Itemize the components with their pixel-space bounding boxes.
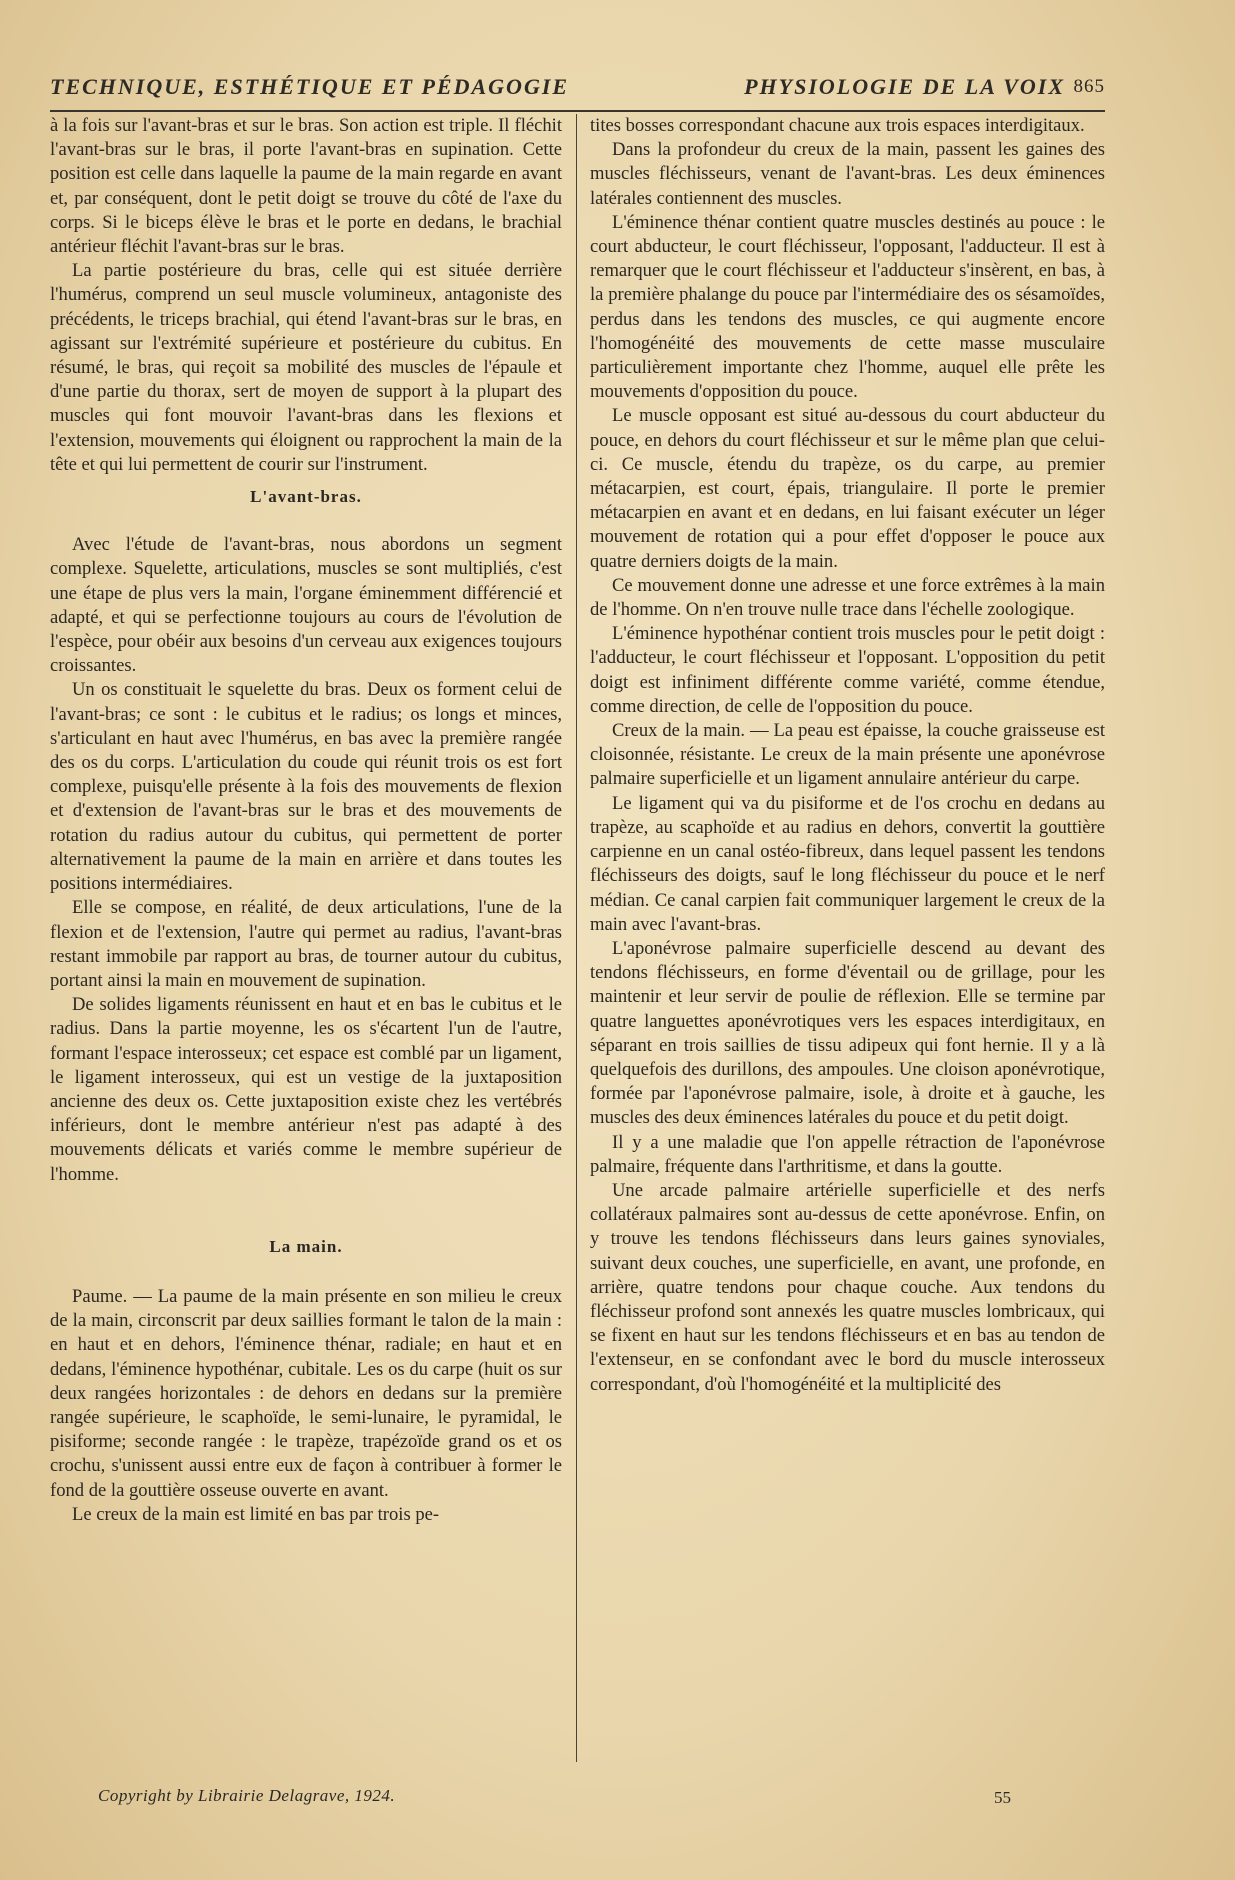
header-left-title: TECHNIQUE, ESTHÉTIQUE ET PÉDAGOGIE [50, 74, 570, 99]
page-number: 865 [1073, 76, 1105, 97]
section-title-avant-bras: L'avant-bras. [250, 487, 362, 507]
paragraph: Ce mouvement donne une adresse et une force extrêmes à la main de l'homme. On n'en trouve nulle trace dans l'échelle zoologique. [590, 574, 1105, 621]
copyright-footer: Copyright by Librairie Delagrave, 1924. [98, 1786, 396, 1805]
paragraph: Le ligament qui va du pisiforme et de l'os crochu en dedans au trapèze, au scaphoïde et au radius en dehors, convertit la gouttière carpienne en un canal ostéo-fibreux, dans lequel passent les tendons fléchisseurs des doigts, sauf le long fléchisseur du pouce et le nerf médian. Ce canal carpien fait communiquer largement le creux de la main avec l'avant-bras. [590, 792, 1105, 935]
column-divider [576, 114, 577, 1762]
paragraph: tites bosses correspondant chacune aux trois espaces interdigitaux. [590, 115, 1085, 136]
paragraph: Il y a une maladie que l'on appelle rétraction de l'aponévrose palmaire, fréquente dans l'arthritisme, et dans la goutte. [590, 1131, 1105, 1177]
paragraph: Une arcade palmaire artérielle superficielle et des nerfs collatéraux palmaires sont au-dessus de cette aponévrose. Enfin, on y trouve les tendons fléchisseurs dans leurs gaines synoviales, suivant deux couches, une superficielle, en avant, une profonde, en arrière, quatre tendons pour chaque couche. Aux tendons du fléchisseur profond sont annexés les quatre muscles lombricaux, qui se fixent en haut sur les tendons fléchisseurs et en bas au tendon de l'extenseur, en se confondant avec le bord du muscle interosseux correspondant, d'où l'homogénéité et la multiplicité des [590, 1179, 1105, 1395]
paragraph: Dans la profondeur du creux de la main, passent les gaines des muscles fléchisseurs, venant de l'avant-bras. Les deux éminences latérales contiennent des muscles. [590, 139, 1105, 209]
paragraph: Creux de la main. — La peau est épaisse, la couche graisseuse est cloisonnée, résistante. Le creux de la main présente une aponévrose palmaire superficielle et un ligament annulaire antérieur du carpe. [590, 720, 1105, 790]
left-column [50, 114, 562, 1764]
paragraph: L'aponévrose palmaire superficielle descend au devant des tendons fléchisseurs, en forme d'éventail ou de grillage, pour les maintenir et leur servir de poulie de réflexion. Elle se termine par quatre languettes aponévrotiques vers les espaces interdigitaux, en séparant en trois saillies de tissu adipeux qui font hernie. Il y a là quelquefois des durillons, des ampoules. Une cloison aponévrotique, formée par l'aponévrose palmaire, isole, à droite et à gauche, les muscles des deux éminences latérales du pouce et du petit doigt. [590, 937, 1105, 1129]
paragraph: Un os constituait le squelette du bras. Deux os forment celui de l'avant-bras; ce sont : le cubitus et le radius; os longs et minces, s'articulant en haut avec l'humérus, en bas avec la première rangée des os du corps. L'articulation du coude qui réunit trois os est fort complexe, puisqu'elle présente à la fois des mouvements de flexion et d'extension de l'avant-bras sur le bras et des mouvements de rotation du radius autour du cubitus, qui permettent de porter alternativement la paume de la main en arrière et dans toutes les positions intermédiaires. [50, 679, 562, 895]
header-rule [50, 110, 1105, 112]
paragraph: De solides ligaments réunissent en haut et en bas le cubitus et le radius. Dans la partie moyenne, les os s'écartent l'un de l'autre, formant l'espace interosseux; cet espace est comblé par un ligament, le ligament interosseux, qui est un vestige de la juxtaposition ancienne des deux os. Cette juxtaposition existe chez les vertébrés inférieurs, dont le membre antérieur n'est pas adapté à des mouvements délicats et variés comme le membre supérieur de l'homme. [50, 994, 562, 1185]
paragraph: La partie postérieure du bras, celle qui est située derrière l'humérus, comprend un seul muscle volumineux, antagoniste des précédents, le triceps brachial, qui étend l'avant-bras sur le bras, en agissant sur l'extrémité supérieure et postérieure du cubitus. En résumé, le bras, qui reçoit sa mobilité des muscles de l'épaule et d'une partie du thorax, sert de moyen de support à la plupart des muscles qui font mouvoir l'avant-bras dans les flexions et l'extension, mouvements qui éloignent ou rapprochent la main de la tête et qui lui permettent de courir sur l'instrument. [50, 260, 562, 475]
paragraph: Le muscle opposant est situé au-dessous du court abducteur du pouce, en dehors du court fléchisseur et sur le même plan que celui-ci. Ce muscle, étendu du trapèze, os du carpe, au premier métacarpien, est court, épais, triangulaire. Il porte le premier métacarpien en avant et en dedans, en lui faisant exécuter un léger mouvement de rotation qui a pour effet d'opposer le pouce aux quatre derniers doigts de la main. [590, 405, 1105, 572]
footer-number: 55 [994, 1788, 1011, 1807]
paragraph: Le creux de la main est limité en bas par trois pe- [72, 1503, 440, 1525]
right-column [590, 114, 1105, 1764]
header-right-title: PHYSIOLOGIE DE LA VOIX [744, 74, 1065, 99]
paragraph: à la fois sur l'avant-bras et sur le bras. Son action est triple. Il fléchit l'avant-bras sur le bras, il porte l'avant-bras en supination. Cette position est celle dans laquelle la paume de la main regarde en avant et, par conséquent, dont le petit doigt se trouve du côté de l'axe du corps. Si le biceps élève le bras et le porte en dedans, le brachial antérieur fléchit l'avant-bras sur le bras. [50, 115, 562, 258]
running-header [50, 74, 1105, 108]
paragraph: L'éminence hypothénar contient trois muscles pour le petit doigt : l'adducteur, le court fléchisseur et l'opposant. L'opposition du petit doigt est infiniment différente comme variété, comme étendue, comme direction, de celle de l'opposition du pouce. [590, 623, 1105, 717]
paragraph: L'éminence thénar contient quatre muscles destinés au pouce : le court abducteur, le court fléchisseur, l'opposant, l'adducteur. Il est à remarquer que le court fléchisseur et l'adducteur s'insèrent, en bas, à la première phalange du pouce par l'intermédiaire des os sésamoïdes, perdus dans les tendons des muscles, ce qui augmente encore l'homogénéité des mouvements de cette masse musculaire particulièrement importante chez l'homme, auquel elle prête les mouvements d'opposition du pouce. [590, 211, 1105, 403]
paragraph: Elle se compose, en réalité, de deux articulations, l'une de la flexion et de l'extension, l'autre qui permet au radius, l'avant-bras restant immobile par rapport au bras, de tourner autour du cubitus, portant ainsi la main en mouvement de supination. [50, 897, 562, 991]
paragraph: Paume. — La paume de la main présente en son milieu le creux de la main, circonscrit par deux saillies formant le talon de la main : en haut et en dehors, l'éminence thénar, radiale; en haut et en dedans, l'éminence hypothénar, cubitale. Les os du carpe (huit os sur deux rangées horizontales : de dehors en dedans sur la première rangée supérieure, le scaphoïde, le semi-lunaire, le pyramidal, le pisiforme; seconde rangée : le trapèze, trapézoïde grand os et os crochu, s'unissent aussi entre eux de façon à contribuer à former le fond de la gouttière osseuse ouverte en avant. [50, 1285, 562, 1501]
paragraph: Avec l'étude de l'avant-bras, nous abordons un segment complexe. Squelette, articulations, muscles se sont multipliés, c'est une étape de plus vers la main, l'organe éminemment différencié et adapté, et qui se perfectionne toujours au cours de l'évolution de l'espèce, pour obéir aux besoins d'un cerveau aux exigences toujours croissantes. [50, 534, 562, 677]
section-title-main: La main. [269, 1236, 343, 1256]
